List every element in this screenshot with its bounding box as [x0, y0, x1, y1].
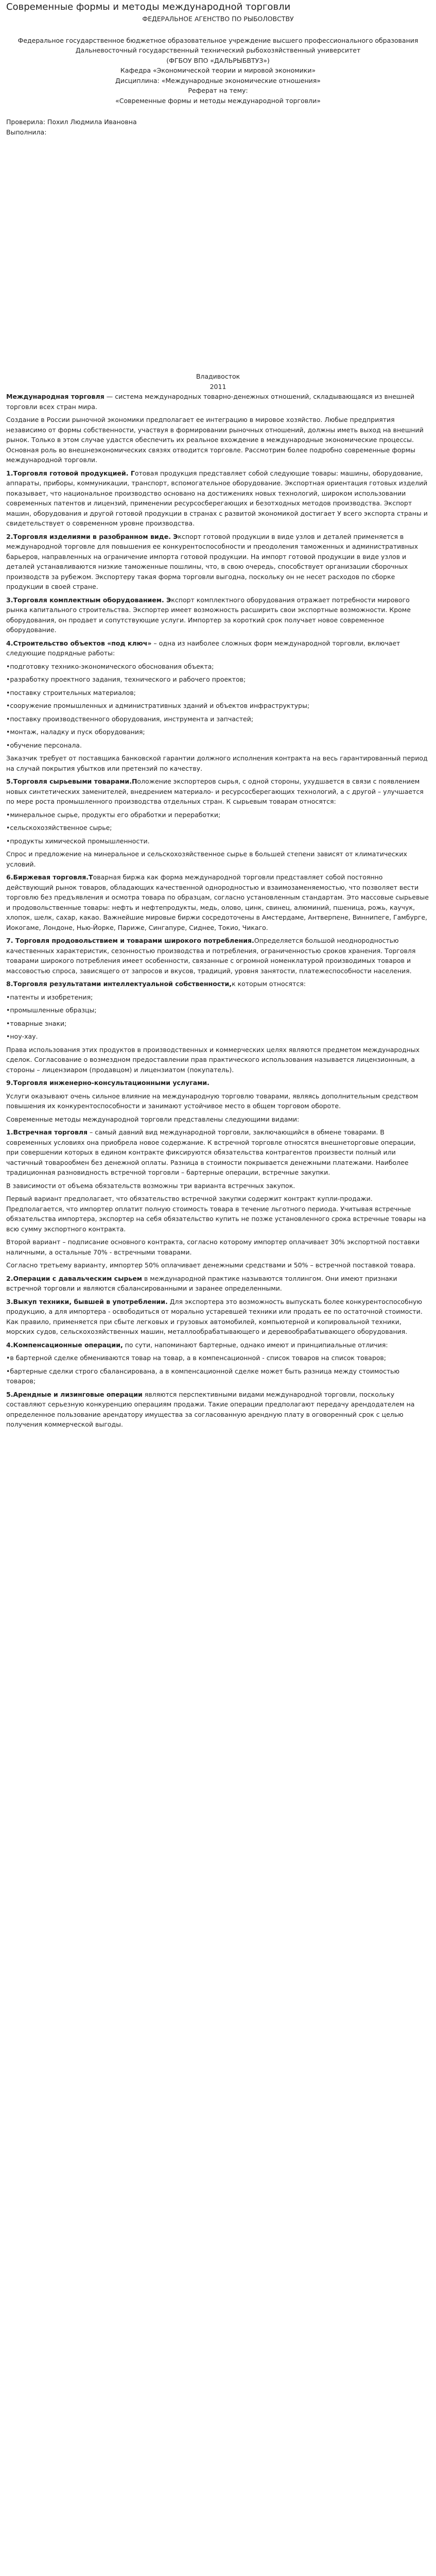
paragraph-text: отовая продукция представляет собой следующие товары: машины, оборудование, аппараты, приборы, коммуникации, транспорт, вспомогательное оборудование. Экспортная ориентация готовых изделий показывает, что национальное производство основано на достижениях новых технологий, широком использовании современных патентов и лицензий, применении ресурсосберегающих и безотходных методов производства. Экспорт машин, оборудования и другой готовой продукции в странах с развитой экономикой достигает У всего экспорта страны и свидетельствует о современном уровне производства. [6, 469, 428, 527]
paragraph-text: •поставку производственного оборудования, инструмента и запчастей; [6, 715, 254, 723]
paragraph-text: оварная биржа как форма международной торговли представляет собой постоянно действующий рынок товаров, обладающих качественной однородностью и взаимозаменяемостью, что позволяет вести торговлю без предъявления и осмотра товара по образцам, согласно установленным стандартам. Это массовые сырьевые и продовольственные товары: нефть и нефтепродукты, медь, олово, цинк, свинец, алюминий, пшеница, рожь, каучук, хлопок, шелк, сахар, какао. Важнейшие мировые биржи сосредоточены в Амстердаме, Антверпене, Виннипеге, Гамбурге, Иокогаме, Лондоне, Нью-Йорке, Париже, Сингапуре, Сиднее, Токио, Чикаго. [6, 873, 429, 931]
gap [6, 24, 430, 36]
paragraph-bold: 3.Выкуп техники, бывшей в употреблении. [6, 1297, 168, 1306]
paragraph-text: Второй вариант – подписание основного контракта, согласно которому импортер оплачивает 30% экспортной поставки наличными, а остальные 70% - встречными товарами. [6, 1238, 420, 1256]
paragraph [6, 727, 430, 737]
paragraph-text: Спрос и предложение на минеральное и сельскохозяйственное сырье в большей степени зависят от климатических условий. [6, 850, 407, 868]
paragraph-text: Современные методы международной торговли представлены следующими видами: [6, 1115, 300, 1123]
paragraph [6, 849, 430, 869]
checked-by: Проверила: Похил Людмила Ивановна [6, 118, 137, 126]
paragraph [6, 1078, 430, 1088]
paragraph-text: •ноу-хау. [6, 1032, 38, 1040]
paragraph [6, 1019, 430, 1029]
paragraph-text: В зависимости от объема обязательств возможны три варианта встречных закупок. [6, 1181, 295, 1190]
paragraph-text: оложение экспортеров сырья, с одной стороны, ухудшается в связи с появлением новых синтетических заменителей, внедрением материало- и ресурсосберегающих технологий, а с другой – улучшается по мере роста промышленного производства отдельных стран. К сырьевым товарам относятся: [6, 777, 424, 805]
paragraph-text: — система международных товарно-денежных отношений, складывающаяся из внешней торговли всех стран мира. [6, 393, 415, 411]
paragraph [6, 415, 430, 465]
paragraph [6, 1366, 430, 1386]
paragraph-text: Услуги оказывают очень сильное влияние на международную торговлю товарами, являясь дополнительным средством повышения их конкурентоспособности и занимают устойчивое место в общем торговом обороте. [6, 1092, 418, 1110]
paragraph [6, 776, 430, 807]
paragraph-text: Заказчик требует от поставщика банковской гарантии должного исполнения контракта на весь гарантированный период на случай покрытия убытков или претензий по качеству. [6, 754, 428, 772]
paragraph [6, 701, 430, 711]
paragraph [6, 872, 430, 933]
paragraph-text: к которым относятся: [232, 980, 306, 988]
paragraph [6, 1194, 430, 1234]
paragraph-bold: 3.Торговля комплектным оборудованием. Э [6, 596, 171, 604]
paragraph-text: •разработку проектного задания, технического и рабочего проектов; [6, 675, 246, 683]
paragraph [6, 638, 430, 658]
paragraph-text: Определяется большой неоднородностью качественных характеристик, сезонностью производства и потребления, ограниченностью сроков хранения. Торговля товарами широкого потребления имеет особенности, связанные с огромной номенклатурой производимых товаров и массовостью спроса, зависящего от запросов и вкусов, традиций, уровня занятости, платежеспособности населения. [6, 937, 416, 975]
paragraph-text: кспорт готовой продукции в виде узлов и деталей применяется в международной торговле для повышения ее конкурентоспособности и преодоления таможенных и административных барьеров, направленных на ограничение импорта готовой продукции. На импорт готовой продукции в виде узлов и деталей устанавливаются низкие таможенные пошлины, что, в свою очередь, способствует организации сборочных производств за рубежом. Экспортеру такая форма торговли выгодна, поскольку он не несет расходов по сборке продукции в своей стране. [6, 532, 418, 590]
paragraph [6, 1127, 430, 1178]
paragraph [6, 1114, 430, 1125]
paragraph [6, 1005, 430, 1015]
paragraph [6, 688, 430, 698]
paragraph-text: Создание в России рыночной экономики предполагает ее интеграцию в мировое хозяйство. Любые предприятия независимо от формы собственности, участвуя в формировании рыночных отношений, должны иметь выход на внешний рынок. Только в этом случае удастся обеспечить их реальное вхождение в международные экономические процессы. Основная роль во внешнеэкономических связях отводится торговле. Рассмотрим более подробно современные формы международной торговли. [6, 416, 424, 464]
paragraph-bold: 2.Торговля изделиями в разобранном виде. Э [6, 532, 178, 540]
paragraph-text: Согласно третьему варианту, импортер 50% оплачивает денежными средствами и 50% – встречной поставкой товара. [6, 1261, 415, 1269]
paragraph-text: •подготовку технико-экономического обоснования объекта; [6, 662, 214, 670]
paragraph-text: •монтаж, наладку и пуск оборудования; [6, 728, 145, 736]
paragraph [6, 1353, 430, 1363]
paragraph-text: в международной практике называются толлингом. Они имеют признаки встречной торговли и являются сбалансированными и заранее определенными. [6, 1274, 397, 1292]
paragraph-bold: 2.Операции с давальческим сырьем [6, 1274, 142, 1282]
paragraph [6, 595, 430, 635]
paragraph [6, 1297, 430, 1337]
paragraph [6, 1274, 430, 1294]
paragraph-text: •минеральное сырье, продукты его обработки и переработки; [6, 810, 221, 819]
paragraph-text: •сооружение промышленных и административных зданий и объектов инфраструктуры; [6, 702, 310, 709]
paragraph-bold: 5.Арендные и лизинговые операции [6, 1390, 143, 1398]
paragraph-bold: 5.Торговля сырьевыми товарами.П [6, 777, 137, 785]
discipline-line: Дисциплина: «Международные экономические отношения» [115, 76, 321, 84]
paragraph [6, 823, 430, 833]
paragraph [6, 992, 430, 1003]
paragraph-bold: 7. Торговля продовольствием и товарами широкого потребления. [6, 937, 254, 944]
paragraph-bold: 1.Торговля готовой продукцией. Г [6, 469, 135, 477]
paragraph-text: •бартерные сделки строго сбалансирована, а в компенсационной сделке может быть разница между стоимостью товаров; [6, 1367, 400, 1385]
body-text [6, 392, 430, 1430]
department-line: Кафедра «Экономической теории и мировой экономики» [120, 66, 316, 74]
paragraph [6, 1045, 430, 1075]
topic-line: «Современные формы и методы международной торговли» [115, 96, 321, 105]
paragraph-bold: 9.Торговля инженерно-консультационными услугами. [6, 1079, 210, 1087]
paragraph [6, 836, 430, 846]
paragraph [6, 674, 430, 685]
paragraph [6, 1260, 430, 1270]
city: Владивосток [196, 372, 240, 380]
paragraph-text: •продукты химической промышленности. [6, 837, 150, 845]
paragraph [6, 1181, 430, 1191]
university-line: Дальневосточный государственный технический рыбохозяйственный университет [75, 46, 361, 54]
paragraph [6, 1389, 430, 1430]
paragraph-text: •промышленные образцы; [6, 1006, 97, 1014]
paragraph [6, 936, 430, 976]
paragraph [6, 1237, 430, 1257]
paragraph-text: Первый вариант предполагает, что обязательство встречной закупки содержит контракт купли-продажи. Предполагается, что импортер оплатит полную стоимость товара в течение льготного периода. Учитывая встречные обязательства импортера, экспортер на себя обязательство купить не позже установленного срока встречные товары на всю сумму экспортного контракта. [6, 1195, 426, 1233]
title-page [6, 14, 430, 106]
signers [6, 117, 430, 137]
paragraph-text: по сути, напоминают бартерные, однако имеют и принципиальные отличия: [123, 1341, 388, 1349]
paragraph-text: •сельскохозяйственное сырье; [6, 824, 112, 832]
done-by: Выполнила: [6, 128, 47, 136]
paragraph [6, 753, 430, 773]
place-date [6, 371, 430, 392]
paragraph-text: •патенты и изобретения; [6, 993, 93, 1001]
year: 2011 [210, 382, 226, 391]
paragraph-text: – самый давний вид международной торговли, заключающийся в обмене товарами. В современных условиях она приобрела новое содержание. К встречной торговле относятся внешнеторговые операции, при совершении которых в едином контракте фиксируются обязательства контрагентов произвести полный или частичный товарообмен без денежной оплаты. Разница в стоимости покрывается денежными платежами. Наиболее традиционная разновидность встречной торговли – бартерные операции, встречные закупки. [6, 1128, 416, 1176]
paragraph [6, 810, 430, 820]
paragraph [6, 1031, 430, 1042]
paragraph-bold: 4.Компенсационные операции, [6, 1341, 123, 1349]
report-label: Реферат на тему: [188, 87, 248, 94]
paragraph [6, 468, 430, 529]
institution-line: Федеральное государственное бюджетное образовательное учреждение высшего профессионального образования [18, 36, 418, 44]
paragraph [6, 979, 430, 989]
paragraph-text: Права использования этих продуктов в производственных и коммерческих целях являются предметом международных сделок. Согласование о возмездном предоставлении прав практического использования называется лицензионным, а стороны – лицензиаром (продавцом) и лицензиатом (покупатель). [6, 1045, 420, 1074]
agency-line: ФЕДЕРАЛЬНОЕ АГЕНСТВО ПО РЫБОЛОВСТВУ [142, 15, 294, 23]
paragraph-text: Для экспортера это возможность выпускать более конкурентоспособную продукцию, а для импортера - освободиться от морально устаревшей техники или продать ее по остаточной стоимости. Как правило, применяется при сбыте легковых и грузовых автомобилей, компьютерной и копировальной техники, морских судов, сельскохозяйственных машин, металлообрабатывающего и деревообрабатывающего оборудования. [6, 1297, 423, 1335]
paragraph [6, 392, 430, 412]
paragraph [6, 532, 430, 592]
paragraph [6, 740, 430, 751]
paragraph-text: являются перспективными видами международной торговли, поскольку составляют серьезную конкуренцию операциям продажи. Такие операции предполагают передачу арендодателем на определенное пользование арендатору имущества за согласованную арендную плату в оговоренный срок с целью получения коммерческой выгоды. [6, 1390, 415, 1428]
paragraph-bold: 8.Торговля результатами интеллектуальной собственности, [6, 980, 232, 988]
paragraph [6, 662, 430, 672]
paragraph-bold: 6.Биржевая торговля.Т [6, 873, 93, 881]
page-title: Современные формы и методы международной торговли [6, 2, 291, 12]
paragraph [6, 1091, 430, 1111]
paragraph [6, 1340, 430, 1350]
paragraph-text: •поставку строительных материалов; [6, 688, 136, 697]
paragraph-text: •в бартерной сделке обмениваются товар на товар, а в компенсационной - список товаров на список товаров; [6, 1354, 386, 1362]
paragraph-bold: 1.Встречная торговля [6, 1128, 88, 1136]
abbr-line: (ФГБОУ ВПО «ДАЛЬРЫБВТУЗ») [166, 56, 270, 64]
paragraph [6, 714, 430, 724]
paragraph-text: – одна из наиболее сложных форм международной торговли, включает следующие подрядные работы: [6, 639, 400, 657]
paragraph-bold: Международная торговля [6, 393, 104, 400]
paragraph-text: кспорт комплектного оборудования отражает потребности мирового рынка капитального строительства. Экспортер имеет возможность расширить свои экспортные возможности. Кроме оборудования, он продает и сопутствующие услуги. Импортер за короткий срок получает новое современное оборудование. [6, 596, 411, 634]
paragraph-text: •обучение персонала. [6, 741, 82, 749]
paragraph-text: •товарные знаки; [6, 1019, 67, 1027]
paragraph-bold: 4.Строительство объектов «под ключ» [6, 639, 152, 647]
